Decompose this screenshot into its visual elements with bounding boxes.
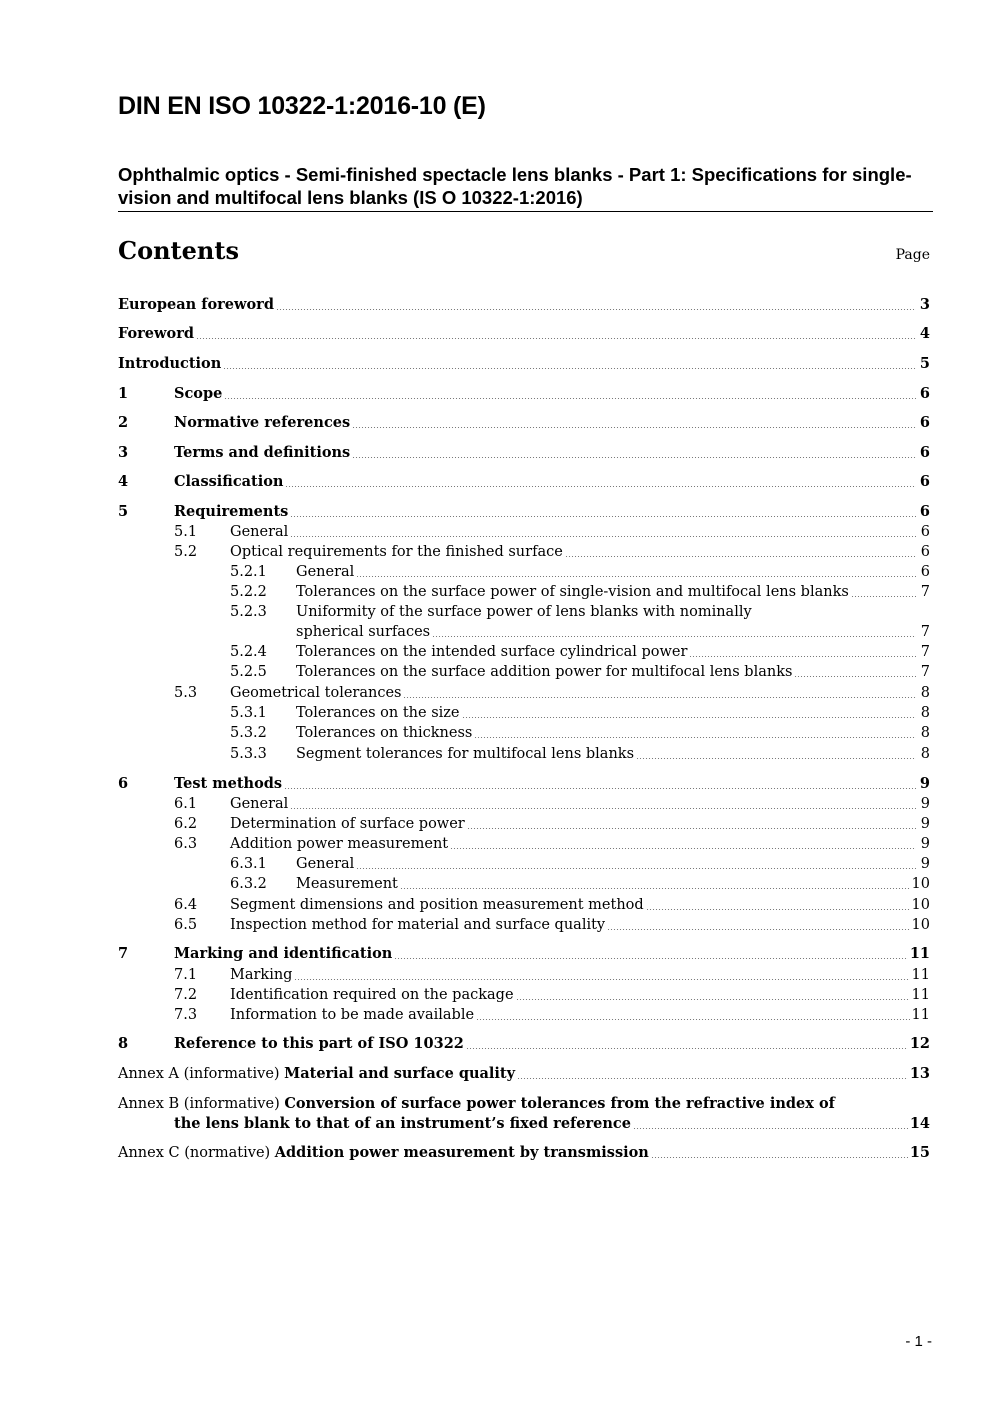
toc-entry[interactable] bbox=[118, 1114, 930, 1134]
toc-entry-number: 5.2.4 bbox=[230, 644, 267, 660]
toc-entry-number: 6.3.2 bbox=[230, 876, 267, 892]
toc-entry-title: General bbox=[230, 796, 289, 812]
toc-entry-page: 6 bbox=[919, 503, 930, 520]
toc-entry-title: Annex B (informative) Conversion of surface power tolerances from the refractive index of bbox=[118, 1095, 835, 1112]
toc-entry-title: Tolerances on the intended surface cylindrical power bbox=[296, 644, 688, 660]
toc-entry[interactable] bbox=[118, 944, 930, 964]
toc-entry[interactable] bbox=[118, 354, 930, 374]
toc-entry-title: Scope bbox=[174, 385, 223, 402]
toc-dot-leader bbox=[223, 368, 916, 369]
toc-entry-page: 12 bbox=[909, 1035, 930, 1052]
toc-entry-title: Foreword bbox=[118, 325, 194, 342]
toc-entry-page: 11 bbox=[911, 967, 930, 983]
toc-dot-leader bbox=[285, 486, 916, 487]
toc-dot-leader bbox=[646, 909, 910, 910]
toc-entry-title: Marking bbox=[230, 967, 293, 983]
toc-entry-page: 9 bbox=[919, 775, 930, 792]
toc-dot-leader bbox=[403, 697, 916, 698]
toc-entry-page: 10 bbox=[911, 876, 930, 892]
toc-entry-page: 10 bbox=[911, 897, 930, 913]
toc-entry-page: 5 bbox=[919, 355, 930, 372]
toc-entry[interactable] bbox=[118, 985, 930, 1005]
toc-entry-title: General bbox=[230, 524, 289, 540]
toc-entry[interactable] bbox=[118, 1143, 930, 1163]
toc-entry[interactable] bbox=[118, 834, 930, 854]
toc-dot-leader bbox=[851, 596, 916, 597]
toc-entry-number: 6.3 bbox=[174, 836, 198, 852]
toc-dot-leader bbox=[196, 338, 916, 339]
toc-entry-number: 6 bbox=[118, 775, 129, 792]
toc-entry[interactable] bbox=[118, 1005, 930, 1025]
toc-entry-title: Tolerances on thickness bbox=[296, 725, 473, 741]
toc-entry-title: Addition power measurement bbox=[230, 836, 449, 852]
toc-entry[interactable] bbox=[118, 502, 930, 522]
toc-entry-number: 6.3.1 bbox=[230, 856, 267, 872]
toc-entry-page: 9 bbox=[920, 816, 930, 832]
toc-entry-title: Annex C (normative) Addition power measurement by transmission bbox=[118, 1144, 649, 1161]
toc-entry-number: 6.1 bbox=[174, 796, 198, 812]
toc-dot-leader bbox=[290, 536, 916, 537]
toc-entry-page: 6 bbox=[919, 473, 930, 490]
toc-entry-title: Geometrical tolerances bbox=[230, 685, 402, 701]
toc-entry-title: European foreword bbox=[118, 296, 274, 313]
toc-entry-page: 7 bbox=[920, 644, 930, 660]
toc-dot-leader bbox=[565, 556, 916, 557]
toc-entry-page: 8 bbox=[920, 746, 930, 762]
toc-entry-number: 7.1 bbox=[174, 967, 198, 983]
toc-entry-number: 5.2.5 bbox=[230, 664, 267, 680]
toc-entry[interactable] bbox=[118, 443, 930, 463]
toc-entry[interactable] bbox=[118, 602, 930, 622]
toc-entry-page: 7 bbox=[920, 624, 930, 640]
toc-entry-page: 9 bbox=[920, 836, 930, 852]
toc-entry-title: Tolerances on the surface power of single-vision and multifocal lens blanks bbox=[296, 584, 849, 600]
toc-dot-leader bbox=[462, 717, 917, 718]
toc-entry-title: the lens blank to that of an instrument’s fixed reference bbox=[174, 1115, 631, 1132]
toc-entry[interactable] bbox=[118, 662, 930, 682]
toc-entry-page: 8 bbox=[920, 685, 930, 701]
toc-entry-page: 10 bbox=[911, 917, 930, 933]
toc-entry-number: 5.2.2 bbox=[230, 584, 267, 600]
toc-entry-title: Introduction bbox=[118, 355, 222, 372]
toc-dot-leader bbox=[633, 1128, 908, 1129]
toc-entry-title: Normative references bbox=[174, 414, 351, 431]
toc-entry-number: 7.2 bbox=[174, 987, 198, 1003]
toc-entry-page: 3 bbox=[919, 296, 930, 313]
toc-entry-number: 5.3 bbox=[174, 685, 198, 701]
toc-entry-title: Marking and identification bbox=[174, 945, 393, 962]
toc-entry[interactable] bbox=[118, 582, 930, 602]
toc-dot-leader bbox=[450, 848, 916, 849]
toc-dot-leader bbox=[651, 1157, 908, 1158]
toc-entry-title: Annex A (informative) Material and surface quality bbox=[118, 1065, 516, 1082]
toc-dot-leader bbox=[689, 656, 916, 657]
toc-dot-leader bbox=[607, 929, 909, 930]
toc-entry-number: 6.2 bbox=[174, 816, 198, 832]
toc-entry-page: 7 bbox=[920, 664, 930, 680]
toc-entry[interactable] bbox=[118, 622, 930, 642]
toc-entry-page: 6 bbox=[920, 524, 930, 540]
toc-entry-title: General bbox=[296, 856, 355, 872]
toc-entry-page: 11 bbox=[911, 1007, 930, 1023]
toc-dot-leader bbox=[356, 868, 916, 869]
toc-dot-leader bbox=[352, 427, 916, 428]
toc-entry-number: 5.2.3 bbox=[230, 604, 267, 620]
toc-entry[interactable] bbox=[118, 562, 930, 582]
toc-entry-title: Uniformity of the surface power of lens blanks with nominally bbox=[296, 604, 752, 620]
toc-entry-number: 3 bbox=[118, 444, 129, 461]
toc-entry-number: 5.2 bbox=[174, 544, 198, 560]
toc-entry-number: 8 bbox=[118, 1035, 129, 1052]
toc-entry-title: Inspection method for material and surface quality bbox=[230, 917, 606, 933]
toc-entry-page: 8 bbox=[920, 725, 930, 741]
toc-dot-leader bbox=[636, 758, 916, 759]
toc-entry[interactable] bbox=[118, 965, 930, 985]
page-column-label: Page bbox=[895, 247, 930, 263]
toc-entry-number: 5.3.1 bbox=[230, 705, 267, 721]
toc-entry-page: 6 bbox=[920, 544, 930, 560]
toc-dot-leader bbox=[294, 979, 909, 980]
toc-entry[interactable] bbox=[118, 522, 930, 542]
toc-entry[interactable] bbox=[118, 384, 930, 404]
toc-entry-title: Identification required on the package bbox=[230, 987, 514, 1003]
toc-entry[interactable] bbox=[118, 1034, 930, 1054]
toc-entry-page: 14 bbox=[909, 1115, 930, 1132]
toc-dot-leader bbox=[276, 309, 916, 310]
toc-entry-title: General bbox=[296, 564, 355, 580]
toc-entry-title: Classification bbox=[174, 473, 284, 490]
toc-dot-leader bbox=[394, 958, 908, 959]
toc-entry[interactable] bbox=[118, 683, 930, 703]
toc-entry-number: 1 bbox=[118, 385, 129, 402]
toc-entry-number: 7.3 bbox=[174, 1007, 198, 1023]
toc-entry-page: 6 bbox=[920, 564, 930, 580]
toc-dot-leader bbox=[284, 788, 916, 789]
toc-entry-title: Tolerances on the surface addition power for multifocal lens blanks bbox=[296, 664, 793, 680]
toc-dot-leader bbox=[356, 576, 916, 577]
toc-entry-page: 8 bbox=[920, 705, 930, 721]
toc-dot-leader bbox=[290, 808, 916, 809]
toc-entry-title: Information to be made available bbox=[230, 1007, 475, 1023]
toc-entry[interactable] bbox=[118, 895, 930, 915]
toc-dot-leader bbox=[794, 676, 916, 677]
toc-entry[interactable] bbox=[118, 915, 930, 935]
toc-entry[interactable] bbox=[118, 814, 930, 834]
toc-entry-number: 5.3.3 bbox=[230, 746, 267, 762]
toc-entry[interactable] bbox=[118, 744, 930, 764]
toc-entry[interactable] bbox=[118, 703, 930, 723]
toc-entry-title: Terms and definitions bbox=[174, 444, 351, 461]
toc-entry-number: 5 bbox=[118, 503, 129, 520]
toc-dot-leader bbox=[476, 1019, 910, 1020]
toc-entry-number: 7 bbox=[118, 945, 129, 962]
toc-entry[interactable] bbox=[118, 854, 930, 874]
toc-entry-title: Reference to this part of ISO 10322 bbox=[174, 1035, 464, 1052]
toc-entry-title: Optical requirements for the finished surface bbox=[230, 544, 563, 560]
toc-entry-title: Tolerances on the size bbox=[296, 705, 460, 721]
toc-dot-leader bbox=[224, 398, 916, 399]
toc-entry[interactable] bbox=[118, 542, 930, 562]
toc-entry[interactable] bbox=[118, 774, 930, 794]
toc-entry-page: 9 bbox=[920, 856, 930, 872]
toc-entry[interactable] bbox=[118, 1064, 930, 1084]
toc-dot-leader bbox=[474, 737, 916, 738]
toc-entry-title: Segment dimensions and position measurement method bbox=[230, 897, 644, 913]
document-title: DIN EN ISO 10322-1:2016-10 (E) bbox=[118, 92, 486, 120]
toc-entry-title: Requirements bbox=[174, 503, 289, 520]
toc-dot-leader bbox=[467, 828, 916, 829]
toc-entry-number: 4 bbox=[118, 473, 129, 490]
toc-dot-leader bbox=[352, 457, 916, 458]
toc-entry-number: 5.1 bbox=[174, 524, 198, 540]
toc-entry-page: 6 bbox=[919, 414, 930, 431]
toc-entry-title: Determination of surface power bbox=[230, 816, 465, 832]
toc-entry-title: spherical surfaces bbox=[296, 624, 431, 640]
toc-entry-number: 5.3.2 bbox=[230, 725, 267, 741]
toc-entry-page: 11 bbox=[909, 945, 930, 962]
toc-entry[interactable] bbox=[118, 295, 930, 315]
toc-entry-title: Test methods bbox=[174, 775, 283, 792]
toc-entry[interactable] bbox=[118, 794, 930, 814]
document-subtitle: Ophthalmic optics - Semi-finished spectacle lens blanks - Part 1: Specifications for single-vision and multifocal lens blanks (IS O 10322-1:2016) bbox=[118, 163, 933, 212]
toc-dot-leader bbox=[516, 999, 910, 1000]
toc-dot-leader bbox=[432, 636, 916, 637]
page-number: - 1 - bbox=[905, 1333, 932, 1350]
toc-entry-title: Measurement bbox=[296, 876, 398, 892]
toc-entry-page: 6 bbox=[919, 385, 930, 402]
toc-entry-page: 9 bbox=[920, 796, 930, 812]
toc-entry[interactable] bbox=[118, 413, 930, 433]
toc-entry-number: 6.5 bbox=[174, 917, 198, 933]
toc-entry-page: 15 bbox=[909, 1144, 930, 1161]
toc-entry-number: 2 bbox=[118, 414, 129, 431]
toc-entry[interactable] bbox=[118, 1094, 930, 1114]
toc-entry-page: 6 bbox=[919, 444, 930, 461]
toc-entry-number: 6.4 bbox=[174, 897, 198, 913]
toc-entry-title: Segment tolerances for multifocal lens blanks bbox=[296, 746, 635, 762]
toc-entry[interactable] bbox=[118, 324, 930, 344]
toc-entry[interactable] bbox=[118, 642, 930, 662]
toc-entry-page: 13 bbox=[909, 1065, 930, 1082]
toc-dot-leader bbox=[290, 516, 916, 517]
toc-entry-page: 7 bbox=[920, 584, 930, 600]
toc-entry[interactable] bbox=[118, 723, 930, 743]
toc-dot-leader bbox=[517, 1078, 908, 1079]
toc-entry-page: 4 bbox=[919, 325, 930, 342]
toc-dot-leader bbox=[400, 888, 910, 889]
toc-dot-leader bbox=[466, 1048, 908, 1049]
toc-entry-page: 11 bbox=[911, 987, 930, 1003]
toc-entry[interactable] bbox=[118, 472, 930, 492]
toc-entry-number: 5.2.1 bbox=[230, 564, 267, 580]
contents-heading: Contents bbox=[118, 236, 239, 265]
toc-entry[interactable] bbox=[118, 874, 930, 894]
